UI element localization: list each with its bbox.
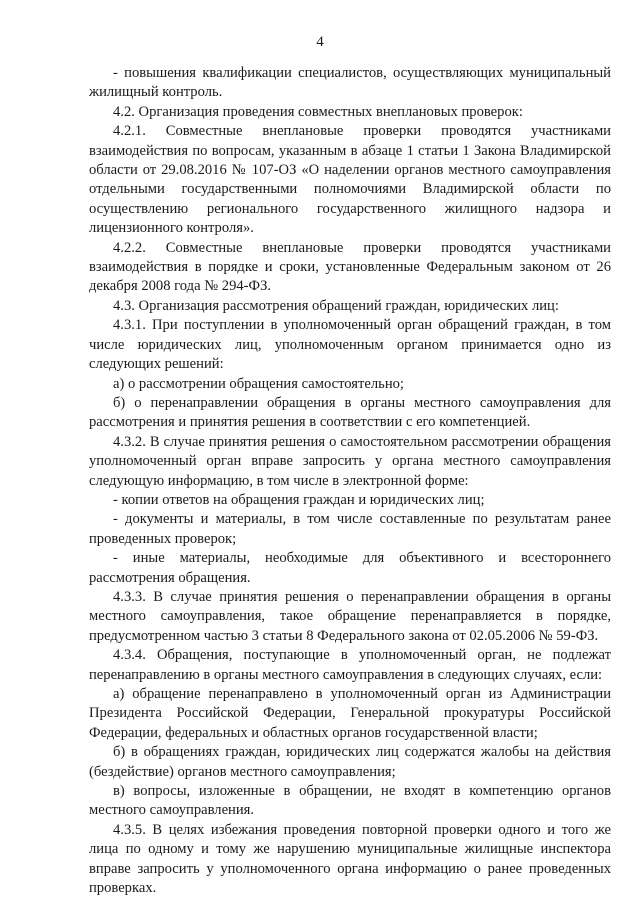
section-4-3-heading: 4.3. Организация рассмотрения обращений граждан, юридических лиц: (113, 297, 559, 314)
section-4-3-1: 4.3.1. При поступлении в уполномоченный орган обращений граждан, в том числе юридических лиц, уполномоченным органом принимается одно из следующих решений: (89, 317, 611, 373)
item-b-complaints: б) в обращениях граждан, юридических лиц содержатся жалобы на действия (бездействие) органов местного самоуправления; (89, 744, 611, 780)
section-4-3-3: 4.3.3. В случае принятия решения о перенаправлении обращения в органы местного самоуправления, такое обращение перенаправляется в порядке, предусмотренном частью 3 статьи 8 Федерального закона от 02.05.2006 № 59-ФЗ. (89, 588, 611, 644)
section-4-3-2: 4.3.2. В случае принятия решения о самостоятельном рассмотрении обращения уполномоченный орган вправе запросить у органа местного самоуправления следующую информацию, в том числе в электронной форме: (89, 433, 611, 489)
list-item-other-materials: - иные материалы, необходимые для объективного и всестороннего рассмотрения обращения. (89, 550, 611, 586)
page-number: 4 (316, 34, 324, 50)
item-v-competence: в) вопросы, изложенные в обращении, не входят в компетенцию органов местного самоуправления. (89, 783, 611, 819)
section-4-2-heading: 4.2. Организация проведения совместных внеплановых проверок: (113, 103, 523, 120)
list-item-documents: - документы и материалы, в том числе составленные по результатам ранее проведенных проверок; (89, 511, 611, 547)
list-item-copies: - копии ответов на обращения граждан и юридических лиц; (113, 491, 485, 508)
section-4-2-1: 4.2.1. Совместные внеплановые проверки проводятся участниками взаимодействия по вопросам, указанным в абзаце 1 статьи 1 Закона Владимирской области от 29.08.2016 № 107-ОЗ «О наделении органов местного самоуправления отдельными государственными полномочиями Владимирской области по осуществлению регионального государственного жилищного надзора и лицензионного контроля». (89, 123, 611, 237)
item-a-federal: а) обращение перенаправлено в уполномоченный орган из Администрации Президента Российской Федерации, Генеральной прокуратуры Российской Федерации, федеральных и областных органов государственной власти; (89, 686, 611, 741)
section-4-2-2: 4.2.2. Совместные внеплановые проверки проводятся участниками взаимодействия в порядке и сроки, установленные Федеральным законом от 26 декабря 2008 года № 294-ФЗ. (89, 239, 611, 295)
section-4-3-5: 4.3.5. В целях избежания проведения повторной проверки одного и того же лица по одному и тому же нарушению муниципальные жилищные инспектора вправе запросить у уполномоченного органа информацию о ранее проведенных проверках. (89, 821, 611, 897)
item-a-self-review: а) о рассмотрении обращения самостоятельно; (113, 375, 404, 392)
item-b-redirect: б) о перенаправлении обращения в органы местного самоуправления для рассмотрения и принятия решения в соответствии с его компетенцией. (89, 394, 611, 431)
document-body (89, 64, 611, 898)
paragraph-qualification: - повышения квалификации специалистов, осуществляющих муниципальный жилищный контроль. (89, 65, 611, 101)
section-4-3-4: 4.3.4. Обращения, поступающие в уполномоченный орган, не подлежат перенаправлению в органы местного самоуправления в следующих случаях, если: (89, 647, 611, 683)
